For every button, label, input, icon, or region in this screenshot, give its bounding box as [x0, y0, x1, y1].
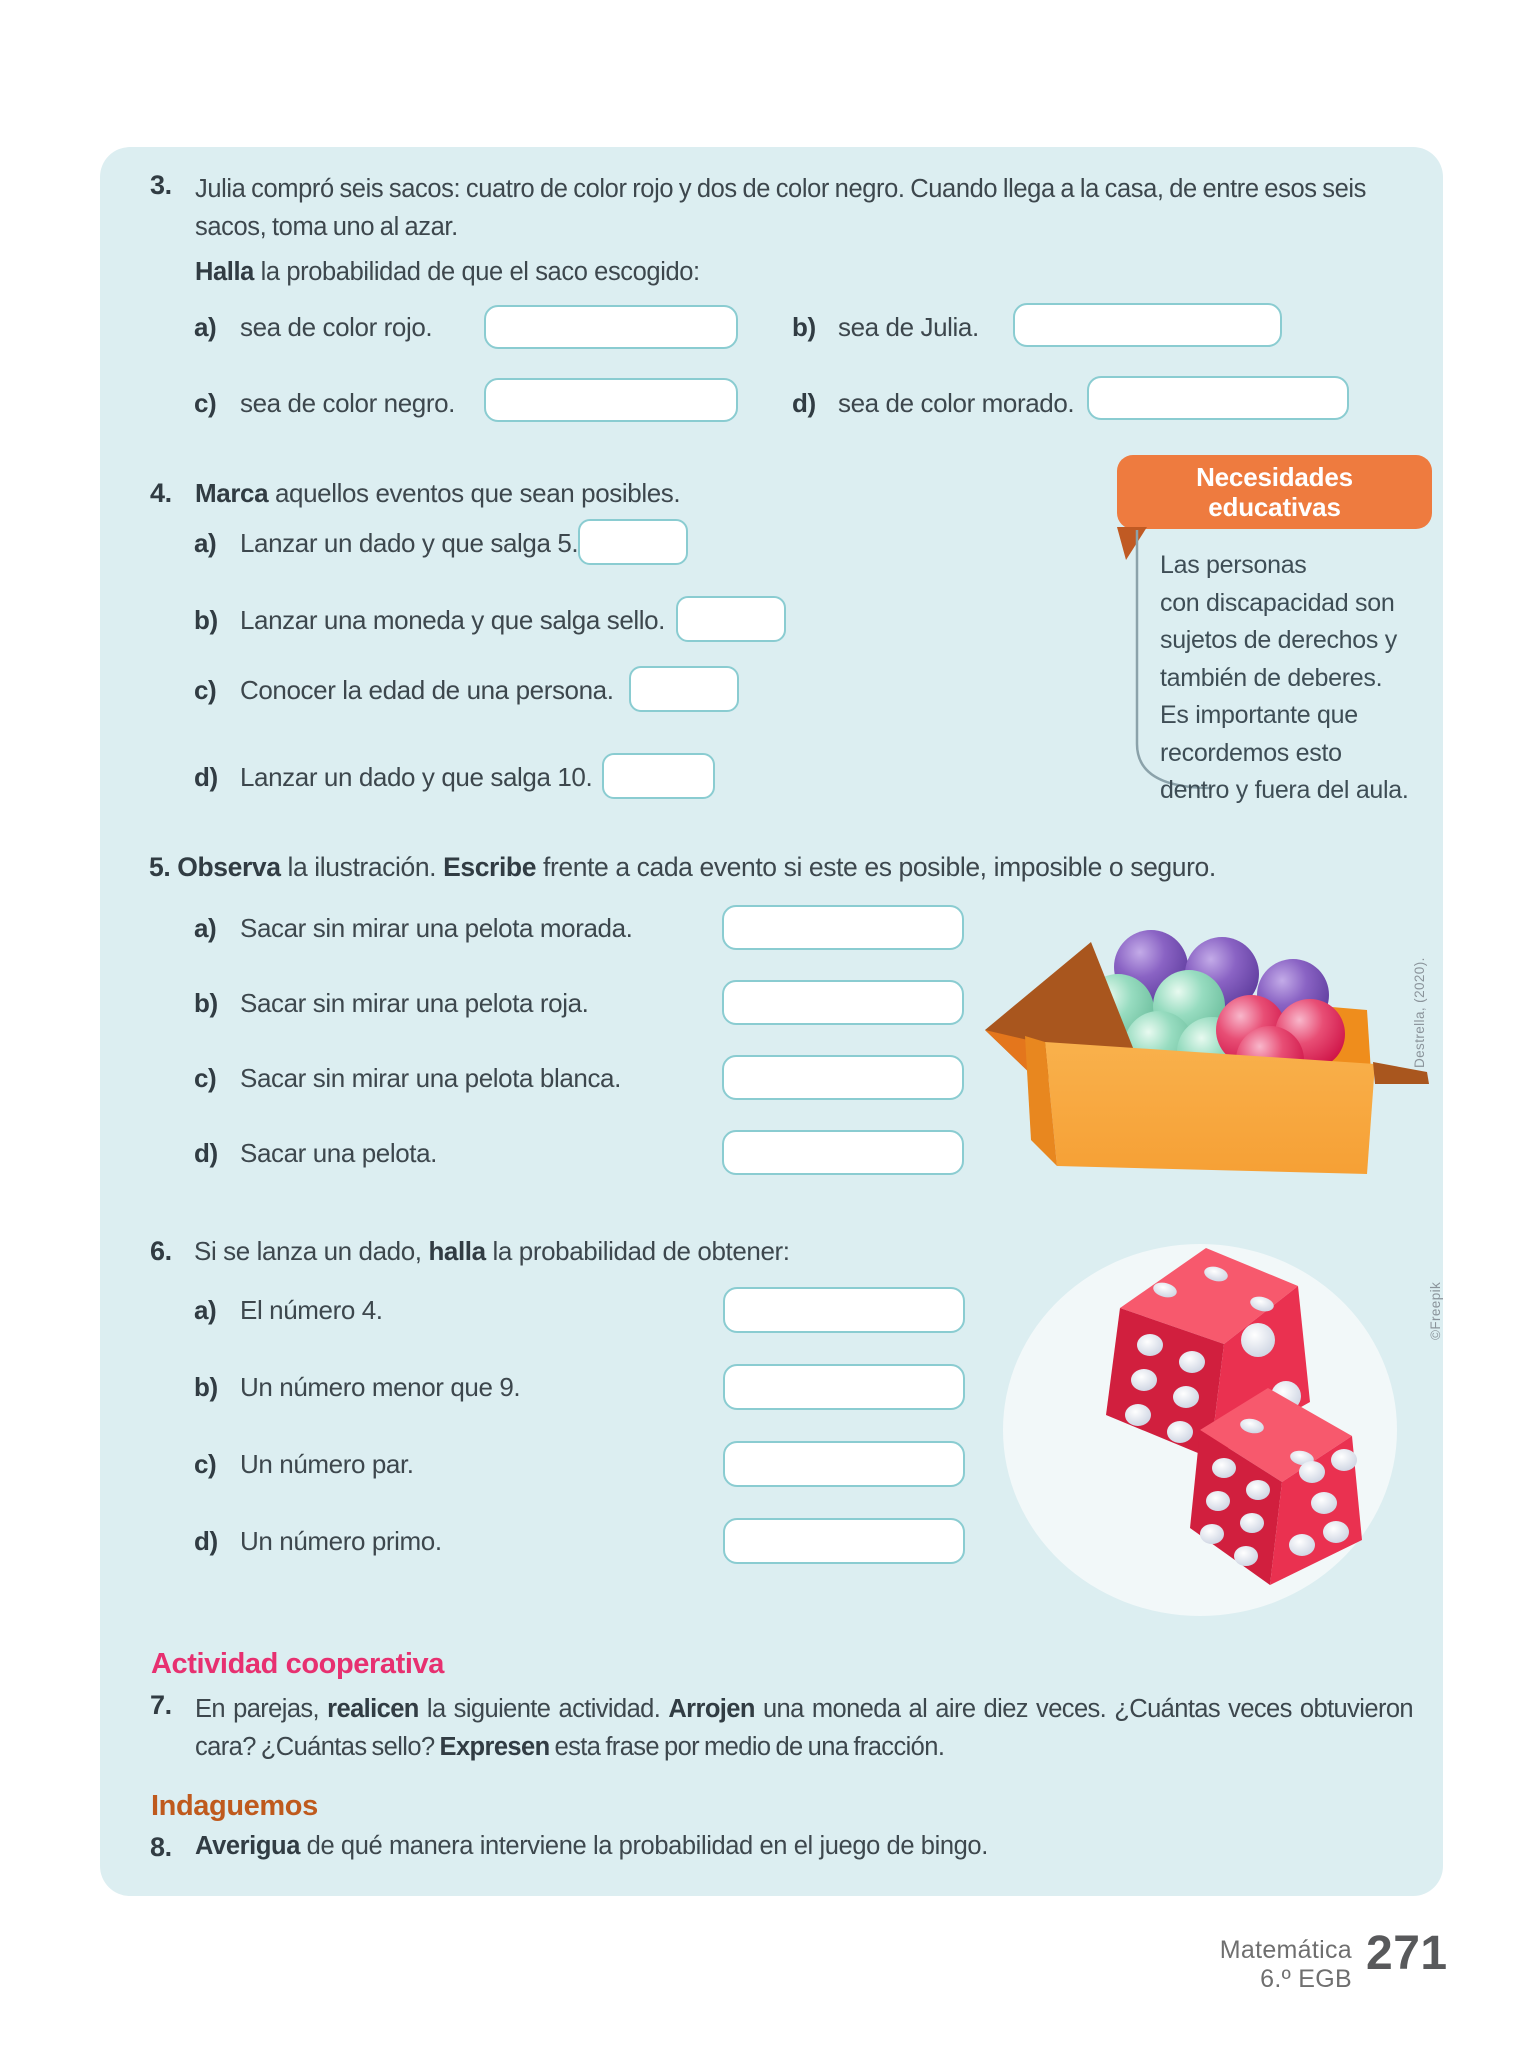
note-title-line1: Necesidades — [1196, 462, 1353, 492]
item-letter: a) — [194, 913, 217, 943]
die-pip — [1200, 1524, 1224, 1544]
item-letter: d) — [194, 1138, 218, 1168]
item-letter: d) — [194, 762, 218, 792]
item-letter: d) — [194, 1526, 218, 1556]
die-pip — [1241, 1323, 1275, 1357]
die-pip — [1331, 1449, 1357, 1471]
item-letter: c) — [194, 1063, 217, 1093]
exercise-6-item-a: a) El número 4. — [194, 1295, 383, 1325]
note-line: también de deberes. — [1160, 663, 1383, 692]
educational-needs-note-header — [1117, 455, 1432, 529]
item-letter: c) — [194, 388, 217, 418]
die-pip — [1311, 1492, 1337, 1514]
answer-box-5d[interactable] — [722, 1130, 964, 1175]
footer-subject: Matemática — [1219, 1936, 1352, 1964]
exercise-6-number: 6. — [150, 1236, 172, 1266]
note-line: Las personas — [1160, 551, 1307, 579]
check-box-4a[interactable] — [578, 519, 688, 565]
item-letter: b) — [194, 605, 218, 635]
exercise-8-text: Averigua de qué manera interviene la probabilidad en el juego de bingo. — [195, 1832, 988, 1860]
item-letter: c) — [194, 675, 217, 705]
answer-box-5a[interactable] — [722, 905, 964, 950]
answer-box-3a[interactable] — [484, 305, 738, 349]
exercise-5-item-c: c) Sacar sin mirar una pelota blanca. — [194, 1063, 621, 1093]
exercise-3-prompt: Halla la probabilidad de que el saco escogido: — [195, 258, 700, 286]
die-pip — [1137, 1334, 1163, 1356]
die-pip — [1323, 1521, 1349, 1543]
exercise-8-number: 8. — [150, 1832, 172, 1862]
dice-image-credit: ©Freepik — [1428, 1281, 1443, 1340]
answer-box-6a[interactable] — [723, 1287, 965, 1333]
exercise-5-item-a: a) Sacar sin mirar una pelota morada. — [194, 913, 633, 943]
check-box-4c[interactable] — [629, 666, 739, 712]
exercise-3-number: 3. — [150, 170, 172, 200]
item-letter: a) — [194, 1295, 217, 1325]
educational-needs-note-body — [1160, 547, 1452, 810]
item-letter: b) — [194, 1372, 218, 1402]
exercise-5-number: 5. Observa — [149, 852, 281, 882]
die-pip — [1206, 1491, 1230, 1511]
item-letter: d) — [792, 388, 816, 418]
answer-box-5b[interactable] — [722, 980, 964, 1025]
exercise-3-item-d: d) sea de color morado. — [792, 388, 1075, 418]
answer-box-3c[interactable] — [484, 378, 738, 422]
exercise-6-item-b: b) Un número menor que 9. — [194, 1372, 521, 1402]
exercise-6-prompt-verb: halla — [428, 1236, 486, 1266]
cooperative-activity-heading: Actividad cooperativa — [151, 1648, 444, 1680]
note-line: dentro y fuera del aula. — [1160, 776, 1409, 804]
exercise-5-prompt-verb: Escribe — [443, 852, 537, 882]
answer-box-6b[interactable] — [723, 1364, 965, 1410]
note-title-line2: educativas — [1208, 492, 1341, 522]
balls-image-credit: Destrella, (2020). — [1412, 957, 1427, 1068]
die-pip — [1289, 1534, 1315, 1556]
die-pip — [1125, 1404, 1151, 1426]
item-letter: c) — [194, 1449, 217, 1479]
exercise-5-prompt: 5. Observa la ilustración. Escribe frente a cada evento si este es posible, imposible o seguro. — [149, 852, 1216, 882]
exercise-3-intro: Julia compró seis sacos: cuatro de color rojo y dos de color negro. Cuando llega a la casa, de entre esos seis sacos, toma uno al azar. — [195, 175, 1367, 241]
item-letter: b) — [792, 312, 816, 342]
exercise-5-item-d: d) Sacar una pelota. — [194, 1138, 438, 1168]
die-pip — [1167, 1421, 1193, 1443]
note-line: sujetos de derechos y — [1160, 626, 1397, 654]
balls-box-illustration — [975, 922, 1437, 1180]
exercise-4-item-b: b) Lanzar una moneda y que salga sello. — [194, 605, 666, 635]
die-pip — [1246, 1480, 1270, 1500]
exercise-5-item-b: b) Sacar sin mirar una pelota roja. — [194, 988, 589, 1018]
die-pip — [1240, 1513, 1264, 1533]
exercise-3-item-a: a) sea de color rojo. — [194, 312, 433, 342]
answer-box-3d[interactable] — [1087, 376, 1349, 420]
exercise-7-text: En parejas, realicen la siguiente actividad. Arrojen una moneda al aire diez veces. ¿Cuántas veces obtuvieron cara? ¿Cuántas sello? Expresen esta frase por medio de una fracción. — [195, 1695, 1413, 1761]
exercise-4-prompt: Marca aquellos eventos que sean posibles. — [195, 478, 681, 508]
answer-box-5c[interactable] — [722, 1055, 964, 1100]
die-pip — [1299, 1461, 1325, 1483]
exercise-6-prompt: Si se lanza un dado, halla la probabilidad de obtener: — [194, 1236, 790, 1266]
die-pip — [1234, 1546, 1258, 1566]
note-line: recordemos esto — [1160, 738, 1342, 767]
footer-subject-block — [1052, 1936, 1352, 1994]
check-box-4b[interactable] — [676, 596, 786, 642]
inquiry-heading: Indaguemos — [151, 1790, 318, 1822]
exercise-3-item-b: b) sea de Julia. — [792, 312, 979, 342]
die-pip — [1131, 1369, 1157, 1391]
answer-box-6d[interactable] — [723, 1518, 965, 1564]
exercise-4-item-a: a) Lanzar un dado y que salga 5. — [194, 528, 579, 558]
item-letter: a) — [194, 528, 217, 558]
dice-illustration — [1000, 1240, 1400, 1640]
answer-box-3b[interactable] — [1013, 303, 1282, 347]
note-line: Es importante que — [1160, 701, 1358, 729]
exercise-4-item-c: c) Conocer la edad de una persona. — [194, 675, 614, 705]
footer-grade: 6.º EGB — [1260, 1965, 1352, 1993]
item-letter: b) — [194, 988, 218, 1018]
exercise-6-item-c: c) Un número par. — [194, 1449, 414, 1479]
answer-box-6c[interactable] — [723, 1441, 965, 1487]
die-pip — [1179, 1351, 1205, 1373]
exercise-4-item-d: d) Lanzar un dado y que salga 10. — [194, 762, 593, 792]
check-box-4d[interactable] — [602, 753, 715, 799]
exercise-3-prompt-verb: Halla — [195, 258, 254, 286]
exercise-6-item-d: d) Un número primo. — [194, 1526, 442, 1556]
note-line: con discapacidad son — [1160, 588, 1395, 617]
exercise-4-prompt-verb: Marca — [195, 478, 269, 508]
footer-page-number: 271 — [1366, 1927, 1448, 1980]
exercise-8-verb: Averigua — [195, 1832, 300, 1860]
die-pip — [1212, 1458, 1236, 1478]
exercise-7-number: 7. — [150, 1690, 172, 1720]
die-pip — [1173, 1386, 1199, 1408]
item-letter: a) — [194, 312, 217, 342]
exercise-4-number: 4. — [150, 478, 172, 508]
box-front-face — [1045, 1042, 1375, 1174]
exercise-3-item-c: c) sea de color negro. — [194, 388, 455, 418]
